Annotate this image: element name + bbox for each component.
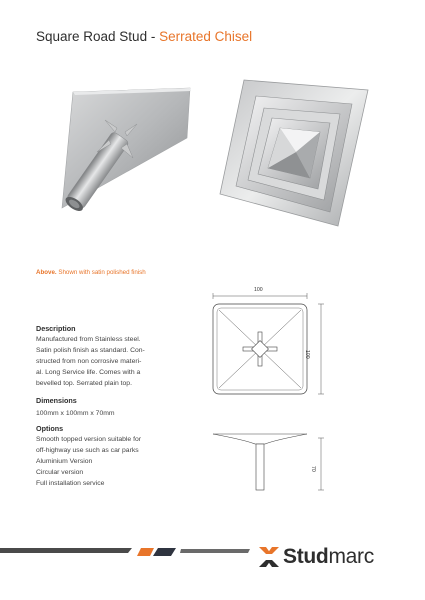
dimensions-heading: Dimensions	[36, 396, 77, 405]
option-item: Smooth topped version suitable for	[36, 436, 142, 443]
brand-name-bold: Stud	[283, 545, 329, 568]
title-accent: Serrated Chisel	[159, 29, 253, 44]
product-photo-underside	[45, 80, 205, 230]
description-line: al. Long Service life. Comes with a	[36, 369, 141, 376]
footer-stripe	[0, 545, 260, 559]
option-item: Full installation service	[36, 480, 105, 487]
photo-caption	[36, 269, 146, 276]
description-line: bevelled top. Serrated plain top.	[36, 380, 132, 387]
caption-lead: Above.	[36, 269, 57, 276]
caption-text: Shown with satin polished finish	[56, 269, 146, 276]
option-item: Circular version	[36, 469, 84, 476]
description-text	[36, 334, 145, 389]
technical-drawing-top-view	[205, 286, 335, 396]
studmarc-logo-icon	[258, 546, 280, 568]
technical-drawing-side-view	[205, 424, 335, 496]
options-list	[36, 434, 141, 489]
dimensions-value: 100mm x 100mm x 70mm	[36, 410, 115, 417]
brand-name-rest: marc	[328, 545, 374, 568]
width-dimension-label: 100	[254, 287, 263, 293]
description-line: Satin polish finish as standard. Con-	[36, 347, 145, 354]
page-title	[36, 29, 252, 44]
height-dimension-label: 100	[304, 350, 310, 359]
studmarc-logo-text	[283, 545, 374, 569]
pin-dimension-label: 70	[310, 466, 316, 472]
options-heading: Options	[36, 424, 64, 433]
description-line: structed from non corrosive materi-	[36, 358, 142, 365]
product-photo-top	[212, 76, 372, 232]
description-line: Manufactured from Stainless steel.	[36, 336, 141, 343]
title-main: Square Road Stud -	[36, 29, 160, 44]
description-heading: Description	[36, 324, 76, 333]
option-item: Aluminium Version	[36, 458, 93, 465]
option-item: off-highway use such as car parks	[36, 447, 139, 454]
